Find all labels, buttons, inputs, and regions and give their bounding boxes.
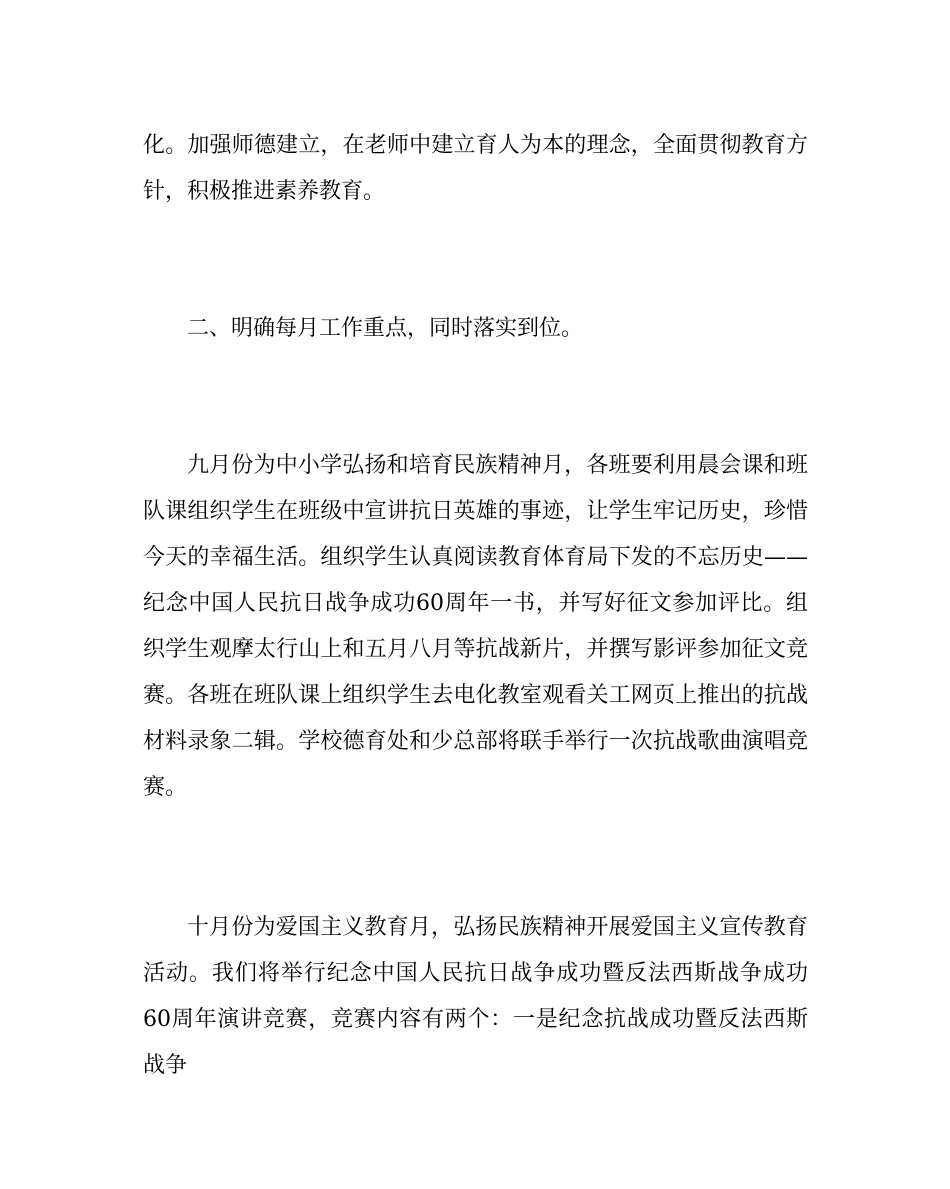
- document-body: [143, 123, 808, 1089]
- paragraph-october-plan: 十月份为爱国主义教育月，弘扬民族精神开展爱国主义宣传教育活动。我们将举行纪念中国人民抗日战争成功暨反法西斯战争成功60周年演讲竞赛，竞赛内容有两个：一是纪念抗战成功暨反法西斯战争: [143, 915, 808, 1078]
- paragraph-september-plan: 九月份为中小学弘扬和培育民族精神月，各班要利用晨会课和班队课组织学生在班级中宣讲抗日英雄的事迹，让学生牢记历史，珍惜今天的幸福生活。组织学生认真阅读教育体育局下发的不忘历史——纪念中国人民抗日战争成功60周年一书，并写好征文参加评比。组织学生观摩太行山上和五月八月等抗战新片，并撰写影评参加征文竞赛。各班在班队课上组织学生去电化教室观看关工网页上推出的抗战材料录象二辑。学校德育处和少总部将联手举行一次抗战歌曲演唱竞赛。: [143, 453, 808, 800]
- section-heading: 二、明确每月工作重点，同时落实到位。: [187, 316, 584, 341]
- paragraph-intro-continuation: 化。加强师德建立，在老师中建立育人为本的理念，全面贯彻教育方针，积极推进素养教育。: [143, 133, 808, 204]
